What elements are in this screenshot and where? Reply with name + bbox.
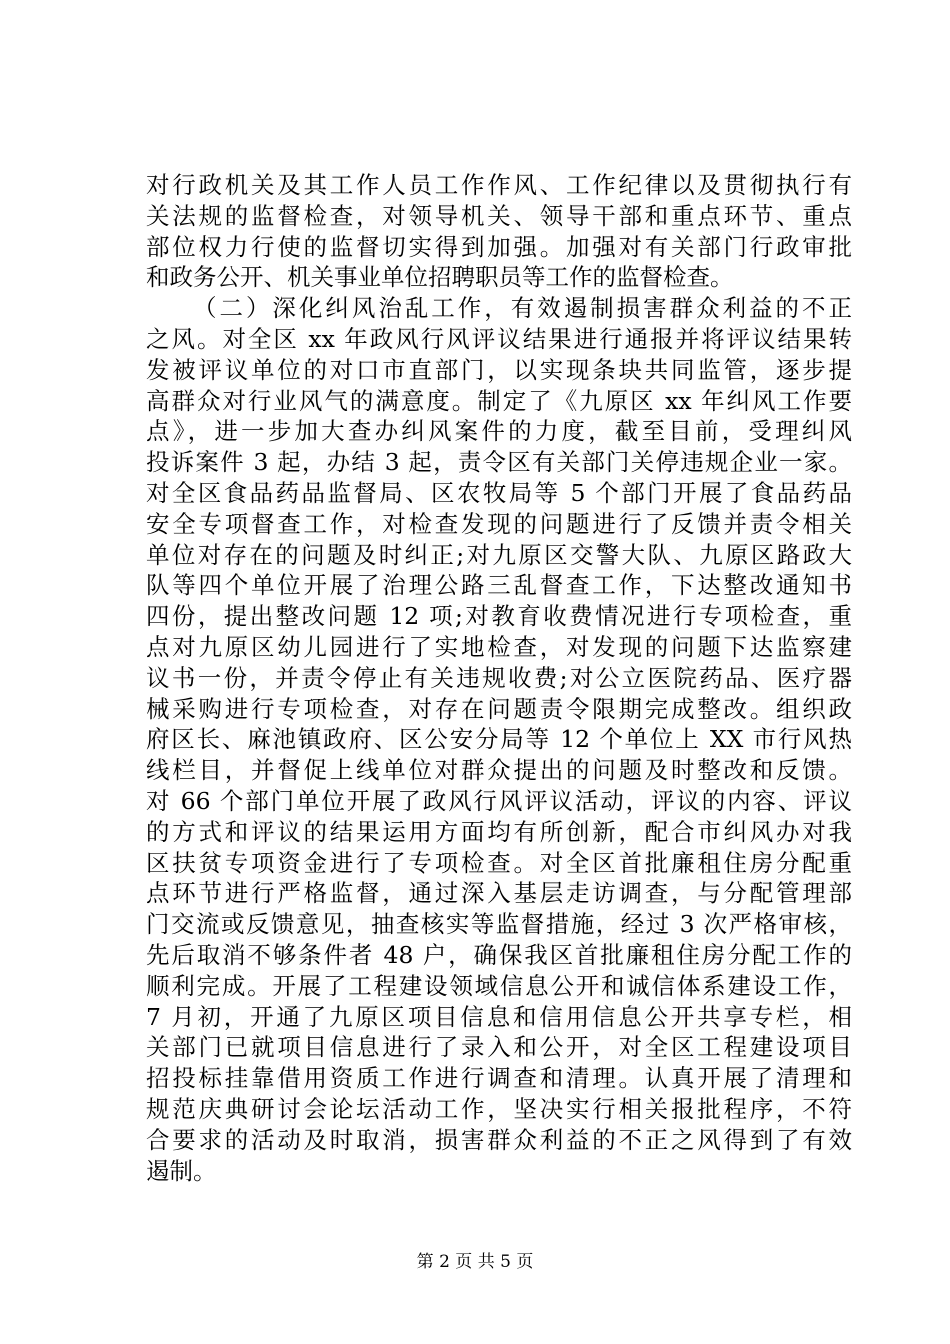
text-line: 线栏目，并督促上线单位对群众提出的问题及时整改和反馈。	[146, 756, 852, 785]
text-line: 对全区食品药品监督局、区农牧局等 5 个部门开展了食品药品	[146, 478, 852, 507]
text-line: 四份，提出整改问题 12 项;对教育收费情况进行专项检查，重	[146, 602, 852, 631]
text-line: 遏制。	[146, 1156, 217, 1185]
text-line: 单位对存在的问题及时纠正;对九原区交警大队、九原区路政大	[146, 540, 852, 569]
text-line: 关部门已就项目信息进行了录入和公开，对全区工程建设项目	[146, 1033, 852, 1062]
text-line: 队等四个单位开展了治理公路三乱督查工作，下达整改通知书	[146, 571, 852, 600]
text-line: 招投标挂靠借用资质工作进行调查和清理。认真开展了清理和	[146, 1064, 852, 1093]
page-footer: 第 2 页 共 5 页	[416, 1252, 534, 1272]
text-line: 械采购进行专项检查，对存在问题责令限期完成整改。组织政	[146, 694, 852, 723]
text-line: 先后取消不够条件者 48 户，确保我区首批廉租住房分配工作的	[146, 940, 852, 969]
text-line: 点环节进行严格监督，通过深入基层走访调查，与分配管理部	[146, 879, 852, 908]
text-line: 顺利完成。开展了工程建设领域信息公开和诚信体系建设工作，	[146, 971, 852, 1000]
text-line: （二）深化纠风治乱工作，有效遏制损害群众利益的不正	[193, 294, 852, 323]
paragraph-supervision	[146, 170, 852, 293]
text-line: 发被评议单位的对口市直部门，以实现条块共同监管，逐步提	[146, 355, 852, 384]
text-line: 合要求的活动及时取消，损害群众利益的不正之风得到了有效	[146, 1125, 852, 1154]
text-line: 安全专项督查工作，对检查发现的问题进行了反馈并责令相关	[146, 509, 852, 538]
text-line: 区扶贫专项资金进行了专项检查。对全区首批廉租住房分配重	[146, 848, 852, 877]
text-line: 的方式和评议的结果运用方面均有所创新，配合市纠风办对我	[146, 817, 852, 846]
text-line: 点》，进一步加大查办纠风案件的力度，截至目前，受理纠风	[146, 417, 852, 446]
text-line: 和政务公开、机关事业单位招聘职员等工作的监督检查。	[146, 263, 734, 292]
text-line: 议书一份，并责令停止有关违规收费;对公立医院药品、医疗器	[146, 663, 852, 692]
text-line: 点对九原区幼儿园进行了实地检查，对发现的问题下达监察建	[146, 632, 852, 661]
text-line: 7 月初，开通了九原区项目信息和信用信息公开共享专栏，相	[146, 1002, 852, 1031]
text-line: 部位权力行使的监督切实得到加强。加强对有关部门行政审批	[146, 232, 852, 261]
body-text	[146, 170, 852, 1186]
text-line: 府区长、麻池镇政府、区公安分局等 12 个单位上 XX 市行风热	[146, 725, 852, 754]
text-line: 门交流或反馈意见，抽查核实等监督措施，经过 3 次严格审核，	[146, 910, 852, 939]
text-line: 规范庆典研讨会论坛活动工作，坚决实行相关报批程序，不符	[146, 1094, 852, 1123]
text-line: 高群众对行业风气的满意度。制定了《九原区 xx 年纠风工作要	[146, 386, 852, 415]
text-line: 关法规的监督检查，对领导机关、领导干部和重点环节、重点	[146, 201, 852, 230]
text-line: 对行政机关及其工作人员工作作风、工作纪律以及贯彻执行有	[146, 171, 852, 199]
text-line: 投诉案件 3 起，办结 3 起，责令区有关部门关停违规企业一家。	[146, 448, 852, 477]
text-line: 之风。对全区 xx 年政风行风评议结果进行通报并将评议结果转	[146, 324, 852, 353]
text-line: 对 66 个部门单位开展了政风行风评议活动，评议的内容、评议	[146, 786, 852, 815]
paragraph-rectification	[146, 293, 852, 1186]
